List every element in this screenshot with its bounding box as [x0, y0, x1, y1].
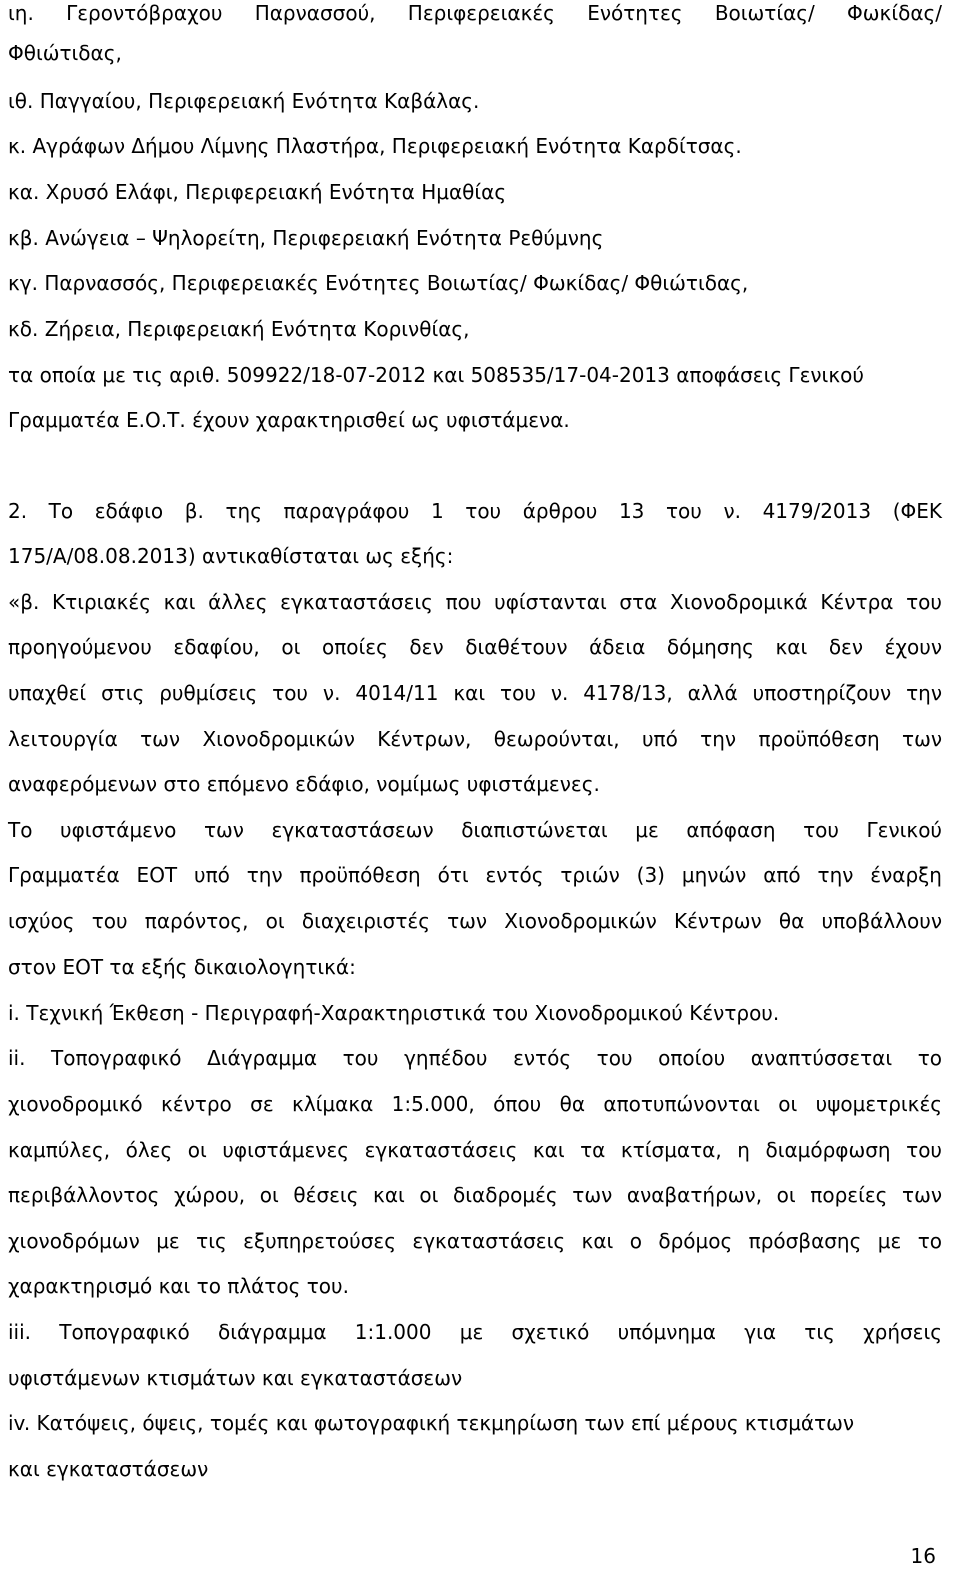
text-line: τα οποία με τις αριθ. 509922/18-07-2012 και 508535/17-04-2013 αποφάσεις Γενικού: [8, 363, 864, 387]
text-line: Γραμματέα ΕΟΤ υπό την προϋπόθεση ότι εντός τριών (3) μηνών από την έναρξη: [8, 863, 942, 887]
text-line: αναφερόμενων στο επόμενο εδάφιο, νομίμως υφιστάμενες.: [8, 772, 600, 796]
text-line: στον ΕΟΤ τα εξής δικαιολογητικά:: [8, 955, 356, 979]
text-line: κγ. Παρνασσός, Περιφερειακές Ενότητες Βοιωτίας/ Φωκίδας/ Φθιώτιδας,: [8, 271, 749, 295]
text-line: ισχύος του παρόντος, οι διαχειριστές των Χιονοδρομικών Κέντρων θα υποβάλλουν: [8, 909, 942, 933]
text-line: χαρακτηρισμό και το πλάτος του.: [8, 1274, 349, 1298]
text-line: Γραμματέα Ε.Ο.Τ. έχουν χαρακτηρισθεί ως υφιστάμενα.: [8, 408, 570, 432]
text-line: «β. Κτιριακές και άλλες εγκαταστάσεις που υφίστανται στα Χιονοδρομικά Κέντρα του: [8, 590, 942, 614]
text-line: ιθ. Παγγαίου, Περιφερειακή Ενότητα Καβάλας.: [8, 89, 480, 113]
page-number: 16: [910, 1544, 936, 1568]
text-line: κδ. Ζήρεια, Περιφερειακή Ενότητα Κορινθίας,: [8, 317, 470, 341]
text-line: λειτουργία των Χιονοδρομικών Κέντρων, θεωρούνται, υπό την προϋπόθεση των: [8, 727, 942, 751]
text-line: καμπύλες, όλες οι υφιστάμενες εγκαταστάσεις και τα κτίσματα, η διαμόρφωση του: [8, 1138, 942, 1162]
text-line: 175/Α/08.08.2013) αντικαθίσταται ως εξής:: [8, 544, 454, 568]
list-item-iv: iv. Κατόψεις, όψεις, τομές και φωτογραφική τεκμηρίωση των επί μέρους κτισμάτων: [8, 1411, 855, 1435]
text-line: χιονοδρόμων με τις εξυπηρετούσες εγκαταστάσεις και ο δρόμος πρόσβασης με το: [8, 1229, 942, 1253]
text-line: κβ. Ανώγεια – Ψηλορείτη, Περιφερειακή Ενότητα Ρεθύμνης: [8, 226, 604, 250]
section-2-line: 2. Το εδάφιο β. της παραγράφου 1 του άρθρου 13 του ν. 4179/2013 (ΦΕΚ: [8, 499, 942, 523]
text-line: περιβάλλοντος χώρου, οι θέσεις και οι διαδρομές των αναβατήρων, οι πορείες των: [8, 1183, 942, 1207]
text-line: και εγκαταστάσεων: [8, 1457, 209, 1481]
text-line: προηγούμενου εδαφίου, οι οποίες δεν διαθέτουν άδεια δόμησης και δεν έχουν: [8, 635, 942, 659]
list-item-iii: iii. Τοπογραφικό διάγραμμα 1:1.000 με σχετικό υπόμνημα για τις χρήσεις: [8, 1320, 942, 1344]
text-line: Φθιώτιδας,: [8, 41, 122, 65]
text-line: υπαχθεί στις ρυθμίσεις του ν. 4014/11 και του ν. 4178/13, αλλά υποστηρίζουν την: [8, 681, 942, 705]
list-item-ii: ii. Τοπογραφικό Διάγραμμα του γηπέδου εντός του οποίου αναπτύσσεται το: [8, 1046, 942, 1070]
text-line: υφιστάμενων κτισμάτων και εγκαταστάσεων: [8, 1366, 463, 1390]
text-line: χιονοδρομικό κέντρο σε κλίμακα 1:5.000, όπου θα αποτυπώνονται οι υψομετρικές: [8, 1092, 942, 1116]
text-line: κ. Αγράφων Δήμου Λίμνης Πλαστήρα, Περιφερειακή Ενότητα Καρδίτσας.: [8, 134, 742, 158]
text-line: ιη. Γεροντόβραχου Παρνασσού, Περιφερειακές Ενότητες Βοιωτίας/ Φωκίδας/: [8, 1, 942, 25]
text-line: κα. Χρυσό Ελάφι, Περιφερειακή Ενότητα Ημαθίας: [8, 180, 507, 204]
list-item-i: i. Τεχνική Έκθεση - Περιγραφή-Χαρακτηριστικά του Χιονοδρομικού Κέντρου.: [8, 1001, 780, 1025]
text-line: Το υφιστάμενο των εγκαταστάσεων διαπιστώνεται με απόφαση του Γενικού: [8, 818, 942, 842]
